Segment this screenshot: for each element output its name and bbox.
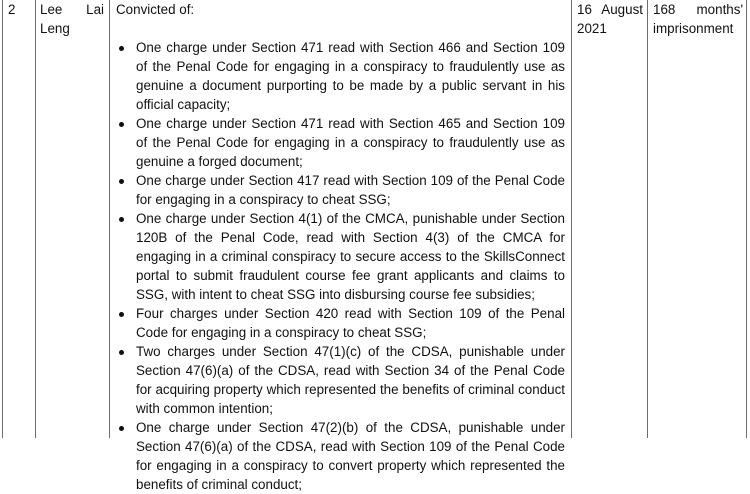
- charge-item: One charge under Section 471 read with Section 465 and Section 109 of the Penal Code for engaging in a conspiracy to fraudulently use as genuine a forged document;: [116, 114, 565, 171]
- name-part: Leng: [40, 21, 70, 36]
- bullet-icon: [119, 312, 124, 317]
- column-border: [35, 0, 36, 438]
- bullet-icon: [119, 46, 124, 51]
- charges-intro: Convicted of:: [116, 2, 195, 17]
- column-border: [2, 0, 3, 438]
- accused-name-cell: [40, 0, 104, 38]
- bullet-icon: [119, 217, 124, 222]
- charge-item: One charge under Section 47(2)(b) of the CDSA, punishable under Section 47(6)(a) of the CDSA, read with Section 109 of the Penal Code for engaging in a conspiracy to convert property which represented the benefits of criminal conduct;: [116, 418, 565, 494]
- row-number: 2: [8, 2, 16, 17]
- sentence-part: imprisonment: [653, 21, 734, 36]
- sentence-cell: [653, 0, 743, 38]
- date-part: 2021: [577, 21, 607, 36]
- charge-item: One charge under Section 471 read with Section 466 and Section 109 of the Penal Code for engaging in a conspiracy to fraudulently use as genuine a document purporting to be made by a public servant in his official capacity;: [116, 38, 565, 114]
- charge-item: Four charges under Section 420 read with Section 109 of the Penal Code for engaging in a conspiracy to cheat SSG;: [116, 304, 565, 342]
- bullet-icon: [119, 122, 124, 127]
- name-part: Lai: [86, 2, 104, 17]
- row-number-cell: [8, 0, 32, 19]
- conviction-date-cell: [577, 0, 643, 38]
- sentence-part: 168: [653, 2, 676, 17]
- date-part: 16: [577, 2, 592, 17]
- column-border: [647, 0, 648, 438]
- column-border: [571, 0, 572, 438]
- name-part: Lee: [40, 2, 63, 17]
- bullet-icon: [119, 350, 124, 355]
- bullet-icon: [119, 426, 124, 431]
- charge-item: One charge under Section 4(1) of the CMCA, punishable under Section 120B of the Penal Code, read with Section 4(3) of the CMCA for engaging in a criminal conspiracy to secure access to the SkillsConnect portal to submit fraudulent course fee grant applicants and claims to SSG, with intent to cheat SSG into disbursing course fee subsidies;: [116, 209, 565, 304]
- sentence-part: months': [696, 2, 743, 17]
- date-part: August: [601, 2, 643, 17]
- charges-list: [116, 38, 565, 494]
- column-border: [746, 0, 747, 438]
- charges-cell: [116, 0, 565, 494]
- column-border: [109, 0, 110, 438]
- charge-item: One charge under Section 417 read with Section 109 of the Penal Code for engaging in a conspiracy to cheat SSG;: [116, 171, 565, 209]
- charge-item: Two charges under Section 47(1)(c) of the CDSA, punishable under Section 47(6)(a) of the CDSA, read with Section 34 of the Penal Code for acquiring property which represented the benefits of criminal conduct with common intention;: [116, 342, 565, 418]
- bullet-icon: [119, 179, 124, 184]
